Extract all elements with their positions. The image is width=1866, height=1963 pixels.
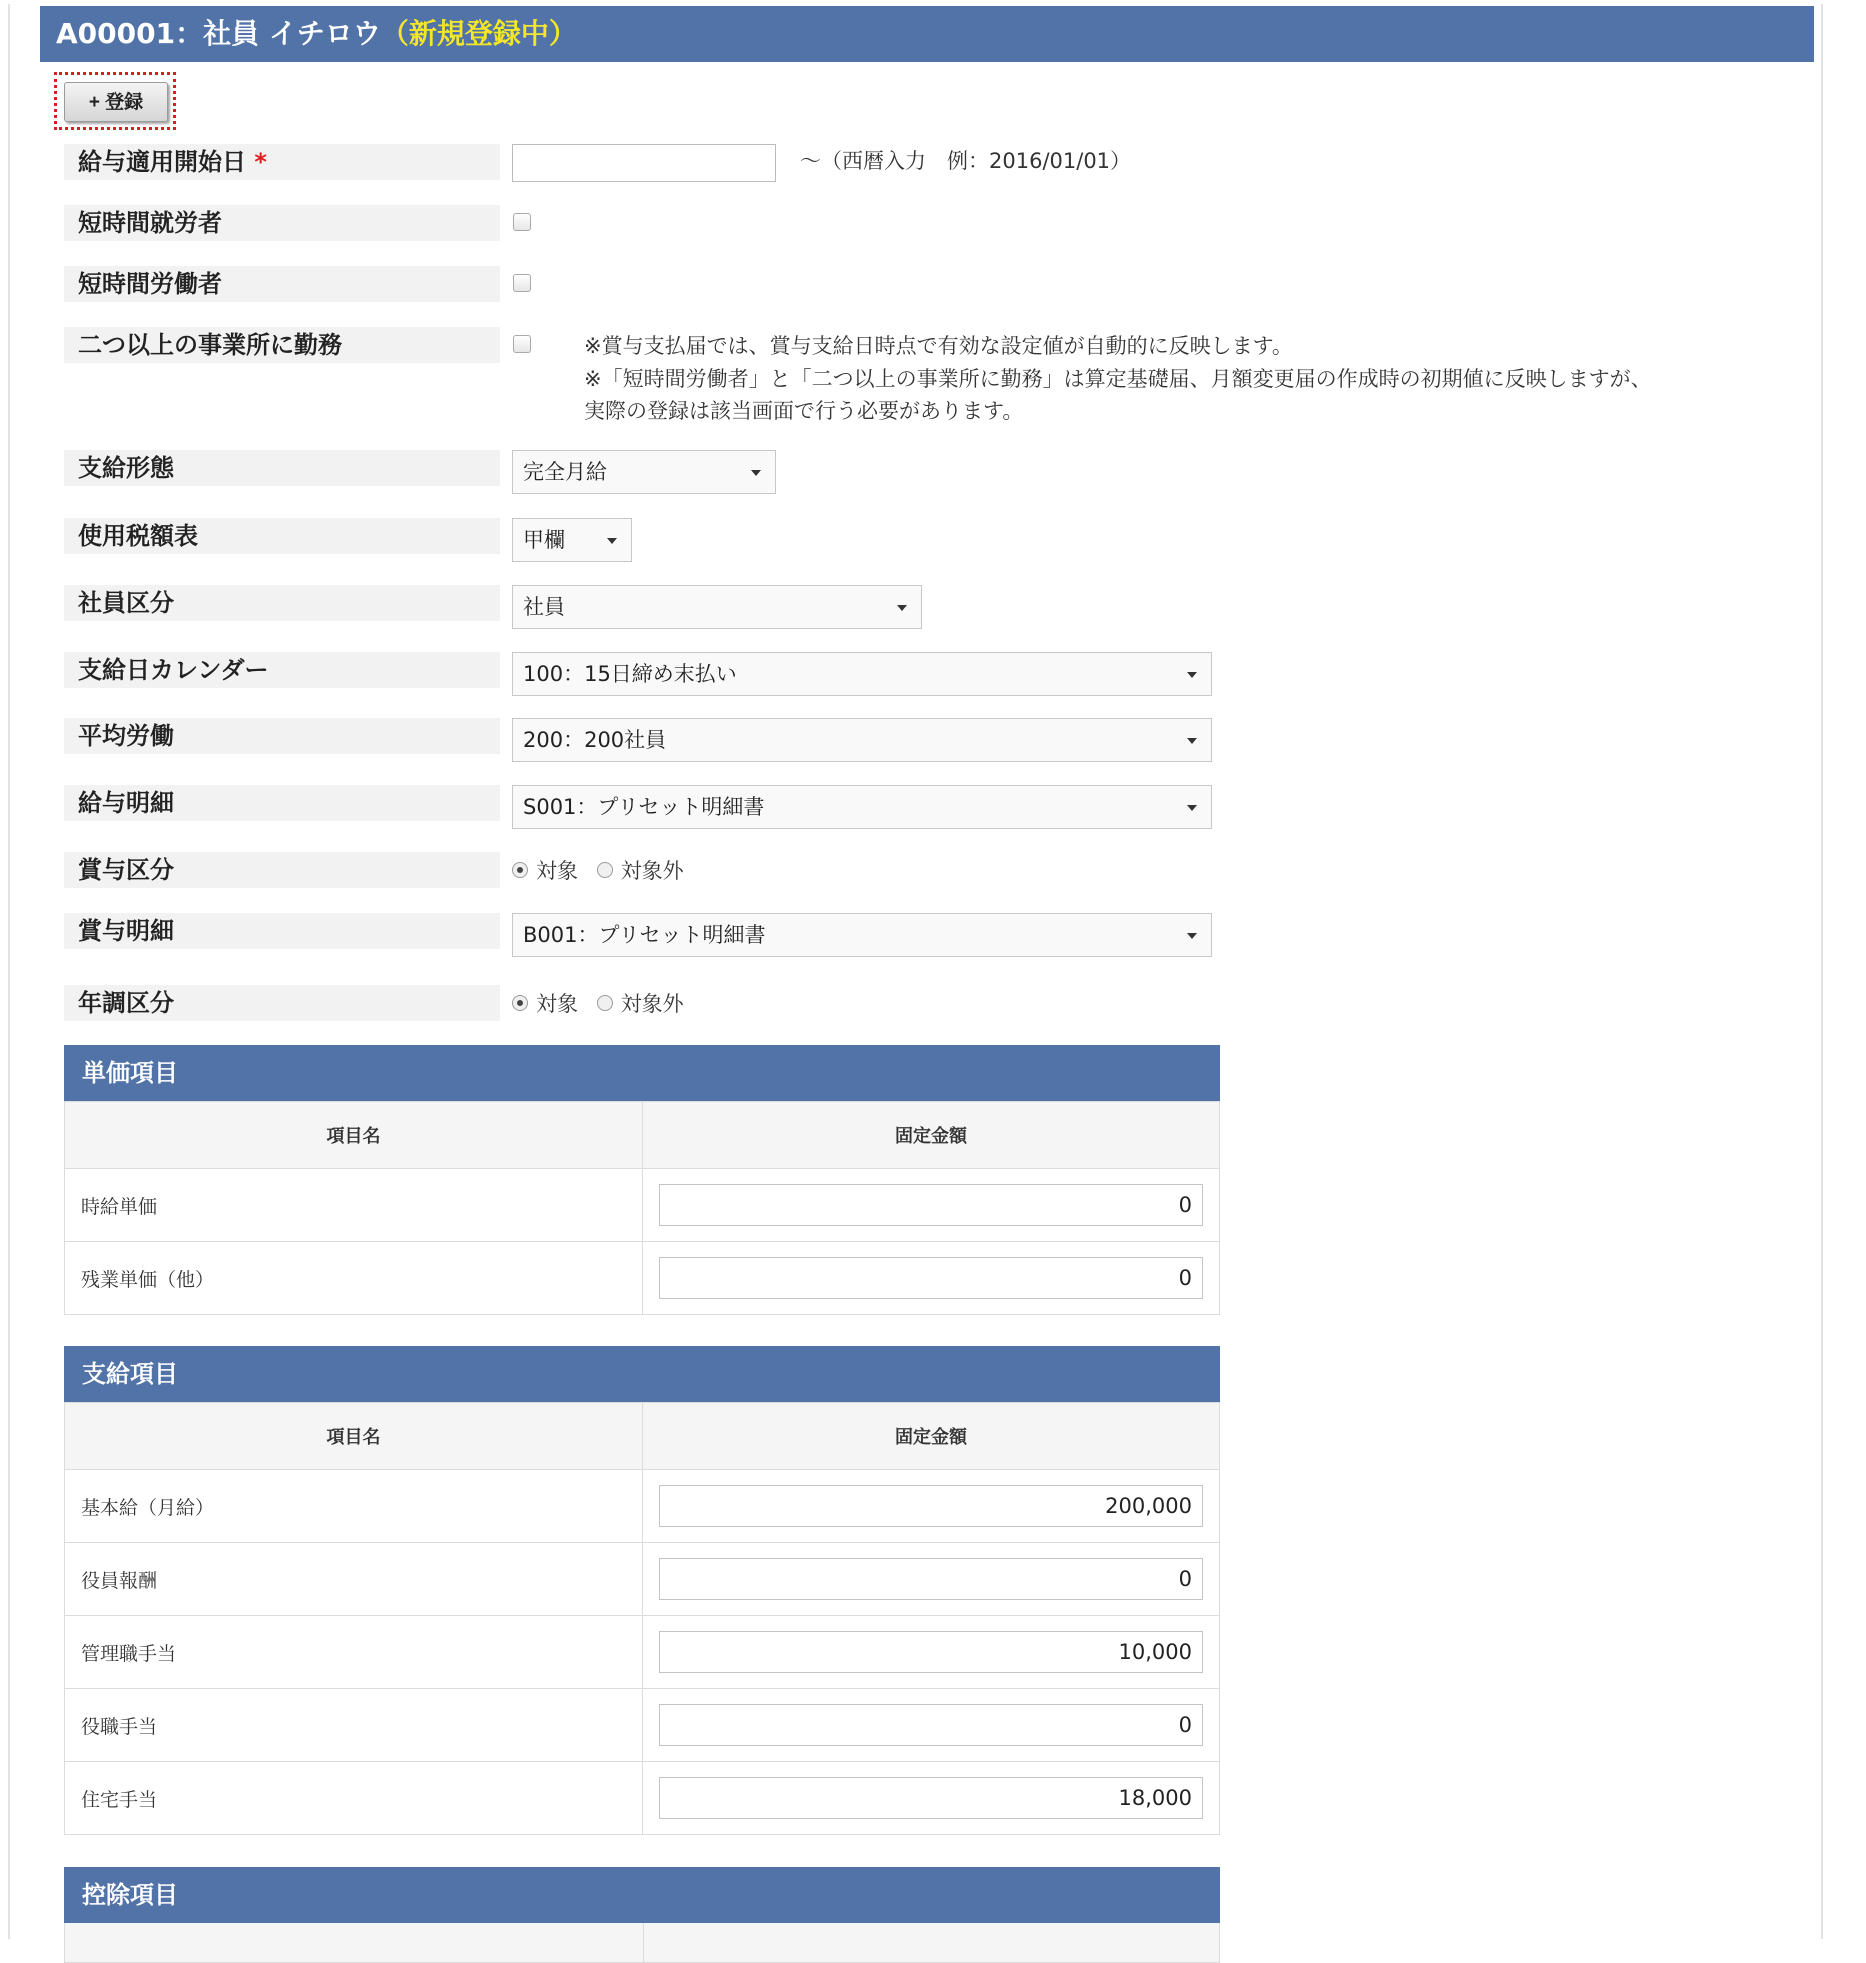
pay-statement-select[interactable]: S001：プリセット明細書 bbox=[512, 785, 1212, 829]
unit-price-title: 単価項目 bbox=[64, 1045, 1220, 1101]
start-date-hint: ～（西暦入力 例：2016/01/01） bbox=[800, 149, 1132, 173]
register-button[interactable]: + 登録 bbox=[64, 82, 168, 122]
amount-input[interactable]: 0 bbox=[659, 1257, 1203, 1299]
year-end-target-radio[interactable] bbox=[512, 995, 528, 1011]
table-row bbox=[65, 1762, 1220, 1835]
payment-table bbox=[64, 1402, 1220, 1835]
deduction-title: 控除項目 bbox=[64, 1867, 1220, 1923]
year-end-non-target-radio[interactable] bbox=[597, 995, 613, 1011]
unit-price-section bbox=[64, 1045, 1220, 1315]
column-header-name: 項目名 bbox=[65, 1403, 643, 1470]
average-labor-label: 平均労働 bbox=[64, 718, 500, 754]
short-time-worker-checkbox[interactable] bbox=[513, 213, 531, 231]
note-line-1: ※賞与支払届では、賞与支給日時点で有効な設定値が自動的に反映します。 bbox=[584, 334, 1293, 358]
chevron-down-icon bbox=[1187, 738, 1197, 744]
required-mark: * bbox=[254, 148, 267, 176]
table-row bbox=[65, 1470, 1220, 1543]
year-end-category-label: 年調区分 bbox=[64, 985, 500, 1021]
employee-category-select[interactable]: 社員 bbox=[512, 585, 922, 629]
item-name: 役職手当 bbox=[65, 1689, 643, 1762]
chevron-down-icon bbox=[1187, 805, 1197, 811]
column-header-amount: 固定金額 bbox=[643, 1403, 1220, 1470]
note-line-3: 実際の登録は該当画面で行う必要があります。 bbox=[584, 399, 1024, 423]
short-time-laborer-label: 短時間労働者 bbox=[64, 266, 500, 302]
table-row bbox=[65, 1242, 1220, 1315]
item-name: 役員報酬 bbox=[65, 1543, 643, 1616]
average-labor-select[interactable]: 200：200社員 bbox=[512, 718, 1212, 762]
bonus-category-radio-group: 対象 対象外 bbox=[512, 855, 696, 885]
bonus-category-label: 賞与区分 bbox=[64, 852, 500, 888]
status-label: （新規登録中） bbox=[380, 17, 577, 50]
chevron-down-icon bbox=[607, 538, 617, 544]
short-time-laborer-checkbox[interactable] bbox=[513, 274, 531, 292]
table-row bbox=[65, 1689, 1220, 1762]
year-end-category-radio-group: 対象 対象外 bbox=[512, 988, 696, 1018]
amount-input[interactable]: 0 bbox=[659, 1704, 1203, 1746]
deduction-section bbox=[64, 1867, 1220, 1963]
multiple-offices-label: 二つ以上の事業所に勤務 bbox=[64, 327, 500, 363]
amount-input[interactable]: 10,000 bbox=[659, 1631, 1203, 1673]
table-row bbox=[65, 1616, 1220, 1689]
item-name: 残業単価（他） bbox=[65, 1242, 643, 1315]
pay-calendar-select[interactable]: 100：15日締め末払い bbox=[512, 652, 1212, 696]
table-row bbox=[65, 1169, 1220, 1242]
page-header bbox=[40, 6, 1814, 62]
item-name: 住宅手当 bbox=[65, 1762, 643, 1835]
tax-table-select[interactable]: 甲欄 bbox=[512, 518, 632, 562]
pay-calendar-label: 支給日カレンダー bbox=[64, 652, 500, 688]
note-line-2: ※「短時間労働者」と「二つ以上の事業所に勤務」は算定基礎届、月額変更届の作成時の初期値に反映しますが、 bbox=[584, 367, 1652, 391]
item-name: 時給単価 bbox=[65, 1169, 643, 1242]
item-name: 管理職手当 bbox=[65, 1616, 643, 1689]
bonus-target-radio[interactable] bbox=[512, 862, 528, 878]
deduction-table-header bbox=[64, 1923, 1220, 1963]
payment-title: 支給項目 bbox=[64, 1346, 1220, 1402]
chevron-down-icon bbox=[751, 470, 761, 476]
column-header-name: 項目名 bbox=[65, 1102, 643, 1169]
tax-table-label: 使用税額表 bbox=[64, 518, 500, 554]
payment-type-select[interactable]: 完全月給 bbox=[512, 450, 776, 494]
unit-price-table bbox=[64, 1101, 1220, 1315]
amount-input[interactable]: 0 bbox=[659, 1558, 1203, 1600]
chevron-down-icon bbox=[1187, 672, 1197, 678]
chevron-down-icon bbox=[1187, 933, 1197, 939]
bonus-non-target-radio[interactable] bbox=[597, 862, 613, 878]
start-date-input[interactable] bbox=[512, 144, 776, 182]
multiple-offices-checkbox[interactable] bbox=[513, 335, 531, 353]
employee-title: A00001：社員 イチロウ bbox=[56, 17, 381, 50]
bonus-statement-label: 賞与明細 bbox=[64, 913, 500, 949]
table-row bbox=[65, 1543, 1220, 1616]
payment-type-label: 支給形態 bbox=[64, 450, 500, 486]
amount-input[interactable]: 200,000 bbox=[659, 1485, 1203, 1527]
start-date-label: 給与適用開始日 * bbox=[64, 144, 500, 180]
amount-input[interactable]: 18,000 bbox=[659, 1777, 1203, 1819]
column-header-amount: 固定金額 bbox=[643, 1102, 1220, 1169]
payment-section bbox=[64, 1346, 1220, 1835]
pay-statement-label: 給与明細 bbox=[64, 785, 500, 821]
employee-category-label: 社員区分 bbox=[64, 585, 500, 621]
chevron-down-icon bbox=[897, 605, 907, 611]
amount-input[interactable]: 0 bbox=[659, 1184, 1203, 1226]
bonus-statement-select[interactable]: B001：プリセット明細書 bbox=[512, 913, 1212, 957]
short-time-worker-label: 短時間就労者 bbox=[64, 205, 500, 241]
item-name: 基本給（月給） bbox=[65, 1470, 643, 1543]
